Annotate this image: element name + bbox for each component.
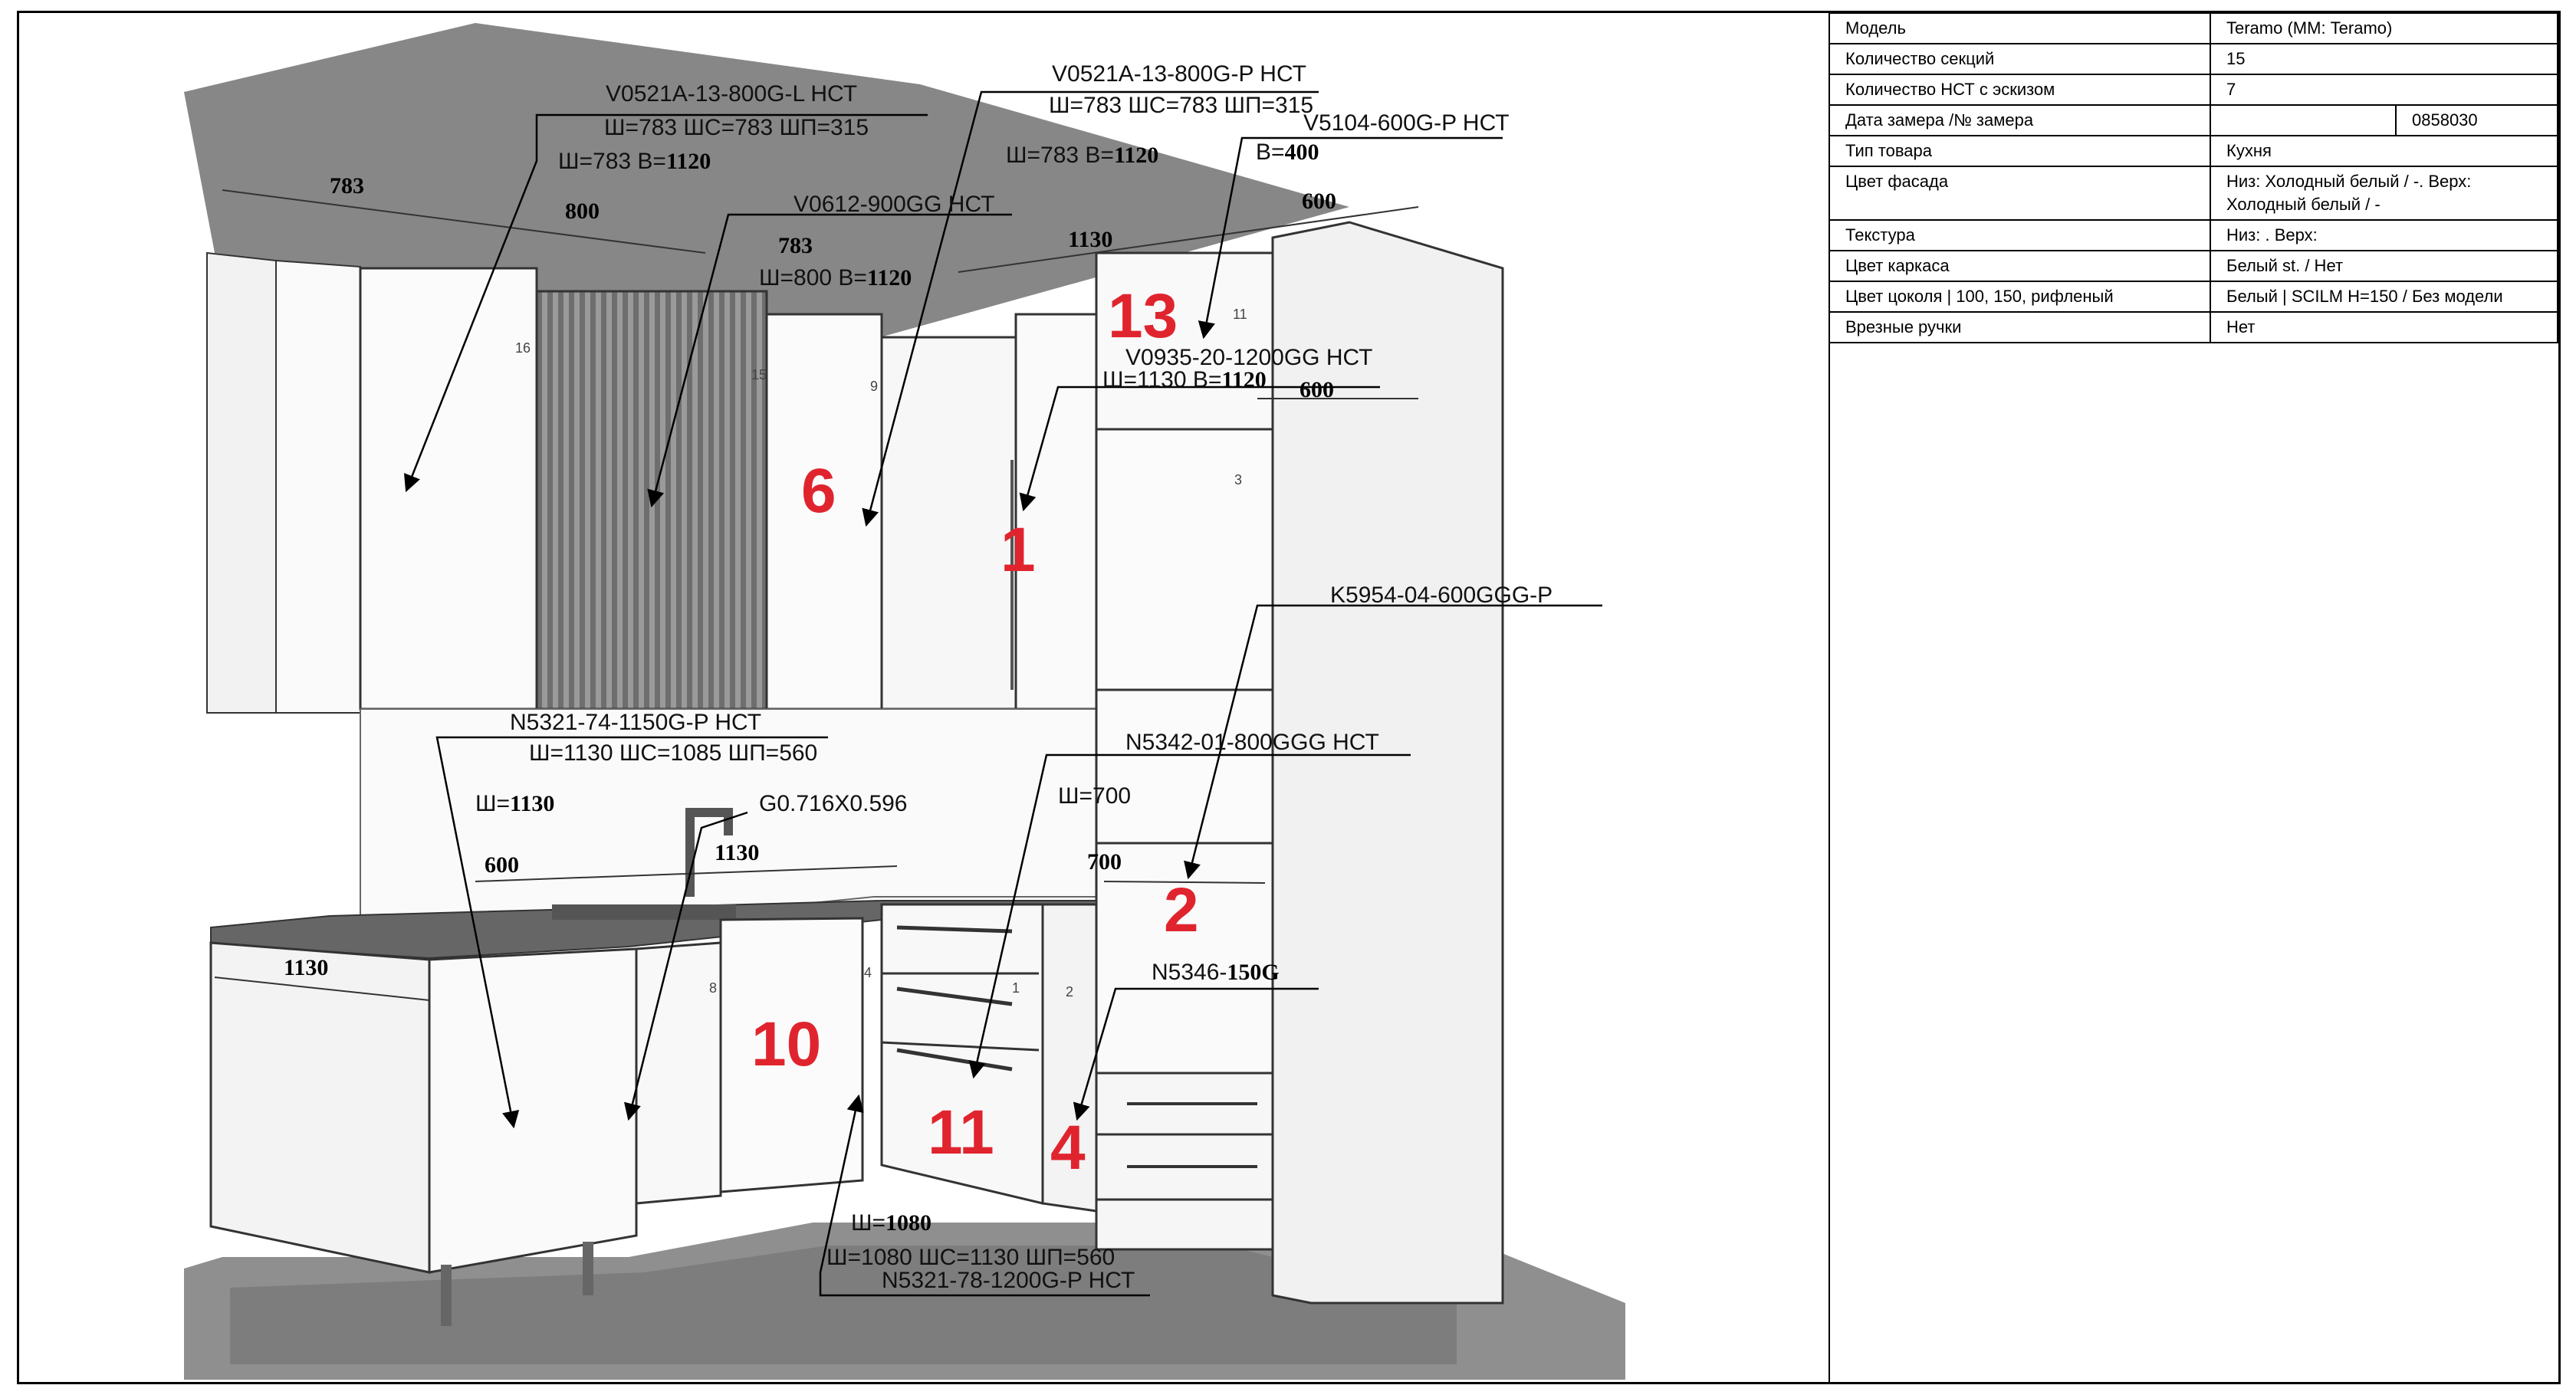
label-v5104: V5104-600G-P НСТ [1303,110,1510,136]
label-n5321-78: N5321-78-1200G-P НСТ [882,1268,1135,1293]
dim-783-b: 783 [778,233,813,258]
dim-1130-a: 1130 [1068,227,1113,252]
spec-row [1829,44,2558,74]
label-v0521a-l-height: Ш=783 В=1120 [558,149,711,174]
label-v0521a-l: V0521A-13-800G-L НСТ [606,81,858,107]
spec-key: Количество НСТ с эскизом [1829,74,2210,105]
label-v0521a-p-dims: Ш=783 ШС=783 ШП=315 [1049,93,1314,118]
spec-value: Низ: Холодный белый / -. Верх: Холодный белый / - [2210,166,2558,220]
dim-700: 700 [1087,849,1122,875]
spec-value: Низ: . Верх: [2210,220,2558,251]
spec-row [1829,166,2558,220]
tag-4: 4 [864,965,872,980]
label-sink: G0.716X0.596 [759,791,908,816]
label-width-1080: Ш=1080 [851,1210,932,1236]
tag-3: 3 [1234,472,1243,487]
upper-cabinet-1 [1016,314,1100,709]
label-v0521a-p-height: Ш=783 В=1120 [1006,143,1159,168]
spec-key: Цвет фасада [1829,166,2210,220]
tag-1: 1 [1012,980,1020,996]
spec-row [1829,105,2558,136]
label-n5321-74: N5321-74-1150G-P НСТ [510,710,762,735]
spec-key: Количество секций [1829,44,2210,74]
label-n5321-74-dims: Ш=1130 ШС=1085 ШП=560 [529,740,818,766]
dim-783-a: 783 [330,173,364,199]
spec-row [1829,281,2558,312]
spec-key: Цвет каркаса [1829,251,2210,281]
spec-row [1829,74,2558,105]
label-v0521a-p: V0521A-13-800G-P НСТ [1052,61,1306,87]
label-v0612: V0612-900GG НСТ [794,192,995,217]
spec-row [1829,13,2558,44]
dim-1130-c: 1130 [284,955,329,980]
spec-value-number: 0858030 [2396,105,2558,136]
spec-value: 7 [2210,74,2558,105]
tag-11: 11 [1233,307,1247,322]
label-v0612-size: Ш=800 В=1120 [759,265,912,290]
section-number-4: 4 [1050,1113,1086,1183]
label-v5104-height: В=400 [1256,140,1319,165]
spec-value: Белый | SCILM H=150 / Без модели [2210,281,2558,312]
tag-16: 16 [515,340,531,356]
dim-600-c: 600 [485,852,519,878]
section-number-10: 10 [751,1009,822,1079]
spec-key: Текстура [1829,220,2210,251]
spec-value: Нет [2210,312,2558,343]
spec-row [1829,136,2558,166]
dim-800: 800 [565,199,600,224]
spec-row [1829,312,2558,343]
tag-2: 2 [1066,984,1074,999]
section-number-2: 2 [1164,875,1199,945]
tag-9: 9 [870,379,879,394]
lower-cabinet-8 [636,943,721,1203]
lower-cabinet-left [211,943,429,1272]
spec-value: Teramo (ММ: Teramo) [2210,13,2558,44]
label-n5321-78-dims: Ш=1080 ШС=1130 ШП=560 [826,1245,1116,1270]
label-n5346: N5346-150G [1152,960,1280,985]
spec-value: 15 [2210,44,2558,74]
spec-value: Белый st. / Нет [2210,251,2558,281]
spec-key: Тип товара [1829,136,2210,166]
dim-1130-b: 1130 [715,840,760,865]
section-number-13: 13 [1108,281,1178,351]
spec-row [1829,220,2558,251]
spec-table [1829,12,2558,343]
label-n5342: N5342-01-800GGG НСТ [1125,730,1379,755]
tag-15: 15 [751,367,767,382]
upper-cabinet-16 [360,268,537,709]
label-v0935: V0935-20-1200GG НСТ [1125,345,1373,370]
section-number-1: 1 [1001,515,1036,585]
spec-value: Кухня [2210,136,2558,166]
dim-600-b: 600 [1300,377,1334,402]
spec-key: Модель [1829,13,2210,44]
spec-value [2210,105,2396,136]
label-width-700: Ш=700 [1058,783,1132,809]
section-number-11: 11 [928,1098,994,1167]
spec-key: Дата замера /№ замера [1829,105,2210,136]
label-k5954: K5954-04-600GGG-P [1330,583,1553,608]
label-v0521a-l-dims: Ш=783 ШС=783 ШП=315 [604,115,869,140]
spec-row [1829,251,2558,281]
dim-600-a: 600 [1302,189,1336,214]
label-v0935-size: Ш=1130 В=1120 [1102,367,1267,392]
spec-key: Цвет цоколя | 100, 150, рифленый [1829,281,2210,312]
label-width-1130: Ш=1130 [475,791,555,816]
section-number-6: 6 [801,456,836,526]
tag-8: 8 [709,980,718,996]
upper-cabinet-striped [537,291,767,709]
spec-key: Врезные ручки [1829,312,2210,343]
